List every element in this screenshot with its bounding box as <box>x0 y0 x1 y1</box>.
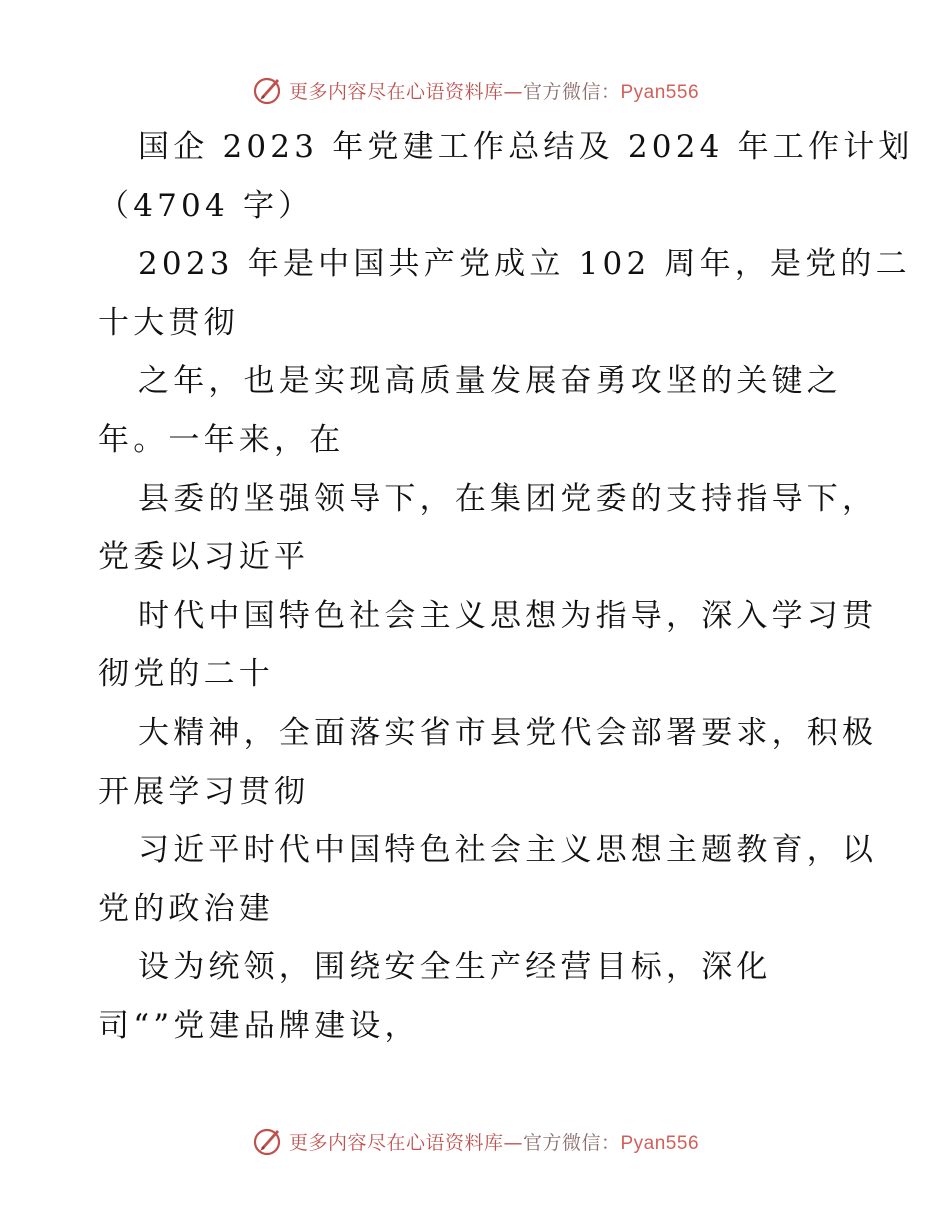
paragraph-line: 开展学习贯彻 <box>98 773 310 810</box>
watermark-text <box>289 1128 699 1155</box>
watermark-contact: 官方微信： <box>522 1131 621 1154</box>
watermark-brand: 更多内容尽在心语资料库 <box>288 1131 504 1154</box>
footer-watermark <box>0 1121 950 1161</box>
watermark-contact: 官方微信： <box>522 80 621 103</box>
document-title-wordcount: （4704 字） <box>98 187 314 224</box>
document-body <box>98 118 914 1056</box>
document-title: 国企 2023 年党建工作总结及 2024 年工作计划 <box>138 129 914 165</box>
paragraph-line: 司“”党建品牌建设， <box>98 1007 420 1044</box>
paragraph-line: 县委的坚强领导下，在集团党委的支持指导下， <box>138 480 878 517</box>
watermark-text <box>289 77 699 104</box>
paragraph-line: 党委以习近平 <box>98 539 310 576</box>
watermark-wechat-id: Pyan556 <box>620 1132 700 1154</box>
paragraph-line: 时代中国特色社会主义思想为指导，深入学习贯 <box>138 597 878 634</box>
watermark-separator: — <box>503 1131 523 1154</box>
header-watermark <box>0 70 950 110</box>
paragraph-line: 彻党的二十 <box>98 656 274 693</box>
paragraph-line: 大精神，全面落实省市县党代会部署要求，积极 <box>138 714 878 751</box>
paragraph-line: 2023 年是中国共产党成立 102 周年，是党的二 <box>138 246 911 283</box>
paragraph-line: 设为统领，围绕安全生产经营目标，深化 <box>138 949 772 986</box>
watermark-separator: — <box>503 80 523 103</box>
watermark-brand: 更多内容尽在心语资料库 <box>288 80 504 103</box>
paragraph-line: 年。一年来，在 <box>98 421 345 458</box>
paragraph-line: 习近平时代中国特色社会主义思想主题教育，以 <box>138 832 878 869</box>
paragraph-line: 之年，也是实现高质量发展奋勇攻坚的关键之 <box>138 363 842 400</box>
paragraph-line: 十大贯彻 <box>98 304 239 341</box>
quill-pen-icon <box>251 73 285 107</box>
paragraph-line: 党的政治建 <box>98 890 274 927</box>
quill-pen-icon <box>251 1124 285 1158</box>
watermark-wechat-id: Pyan556 <box>620 81 700 103</box>
